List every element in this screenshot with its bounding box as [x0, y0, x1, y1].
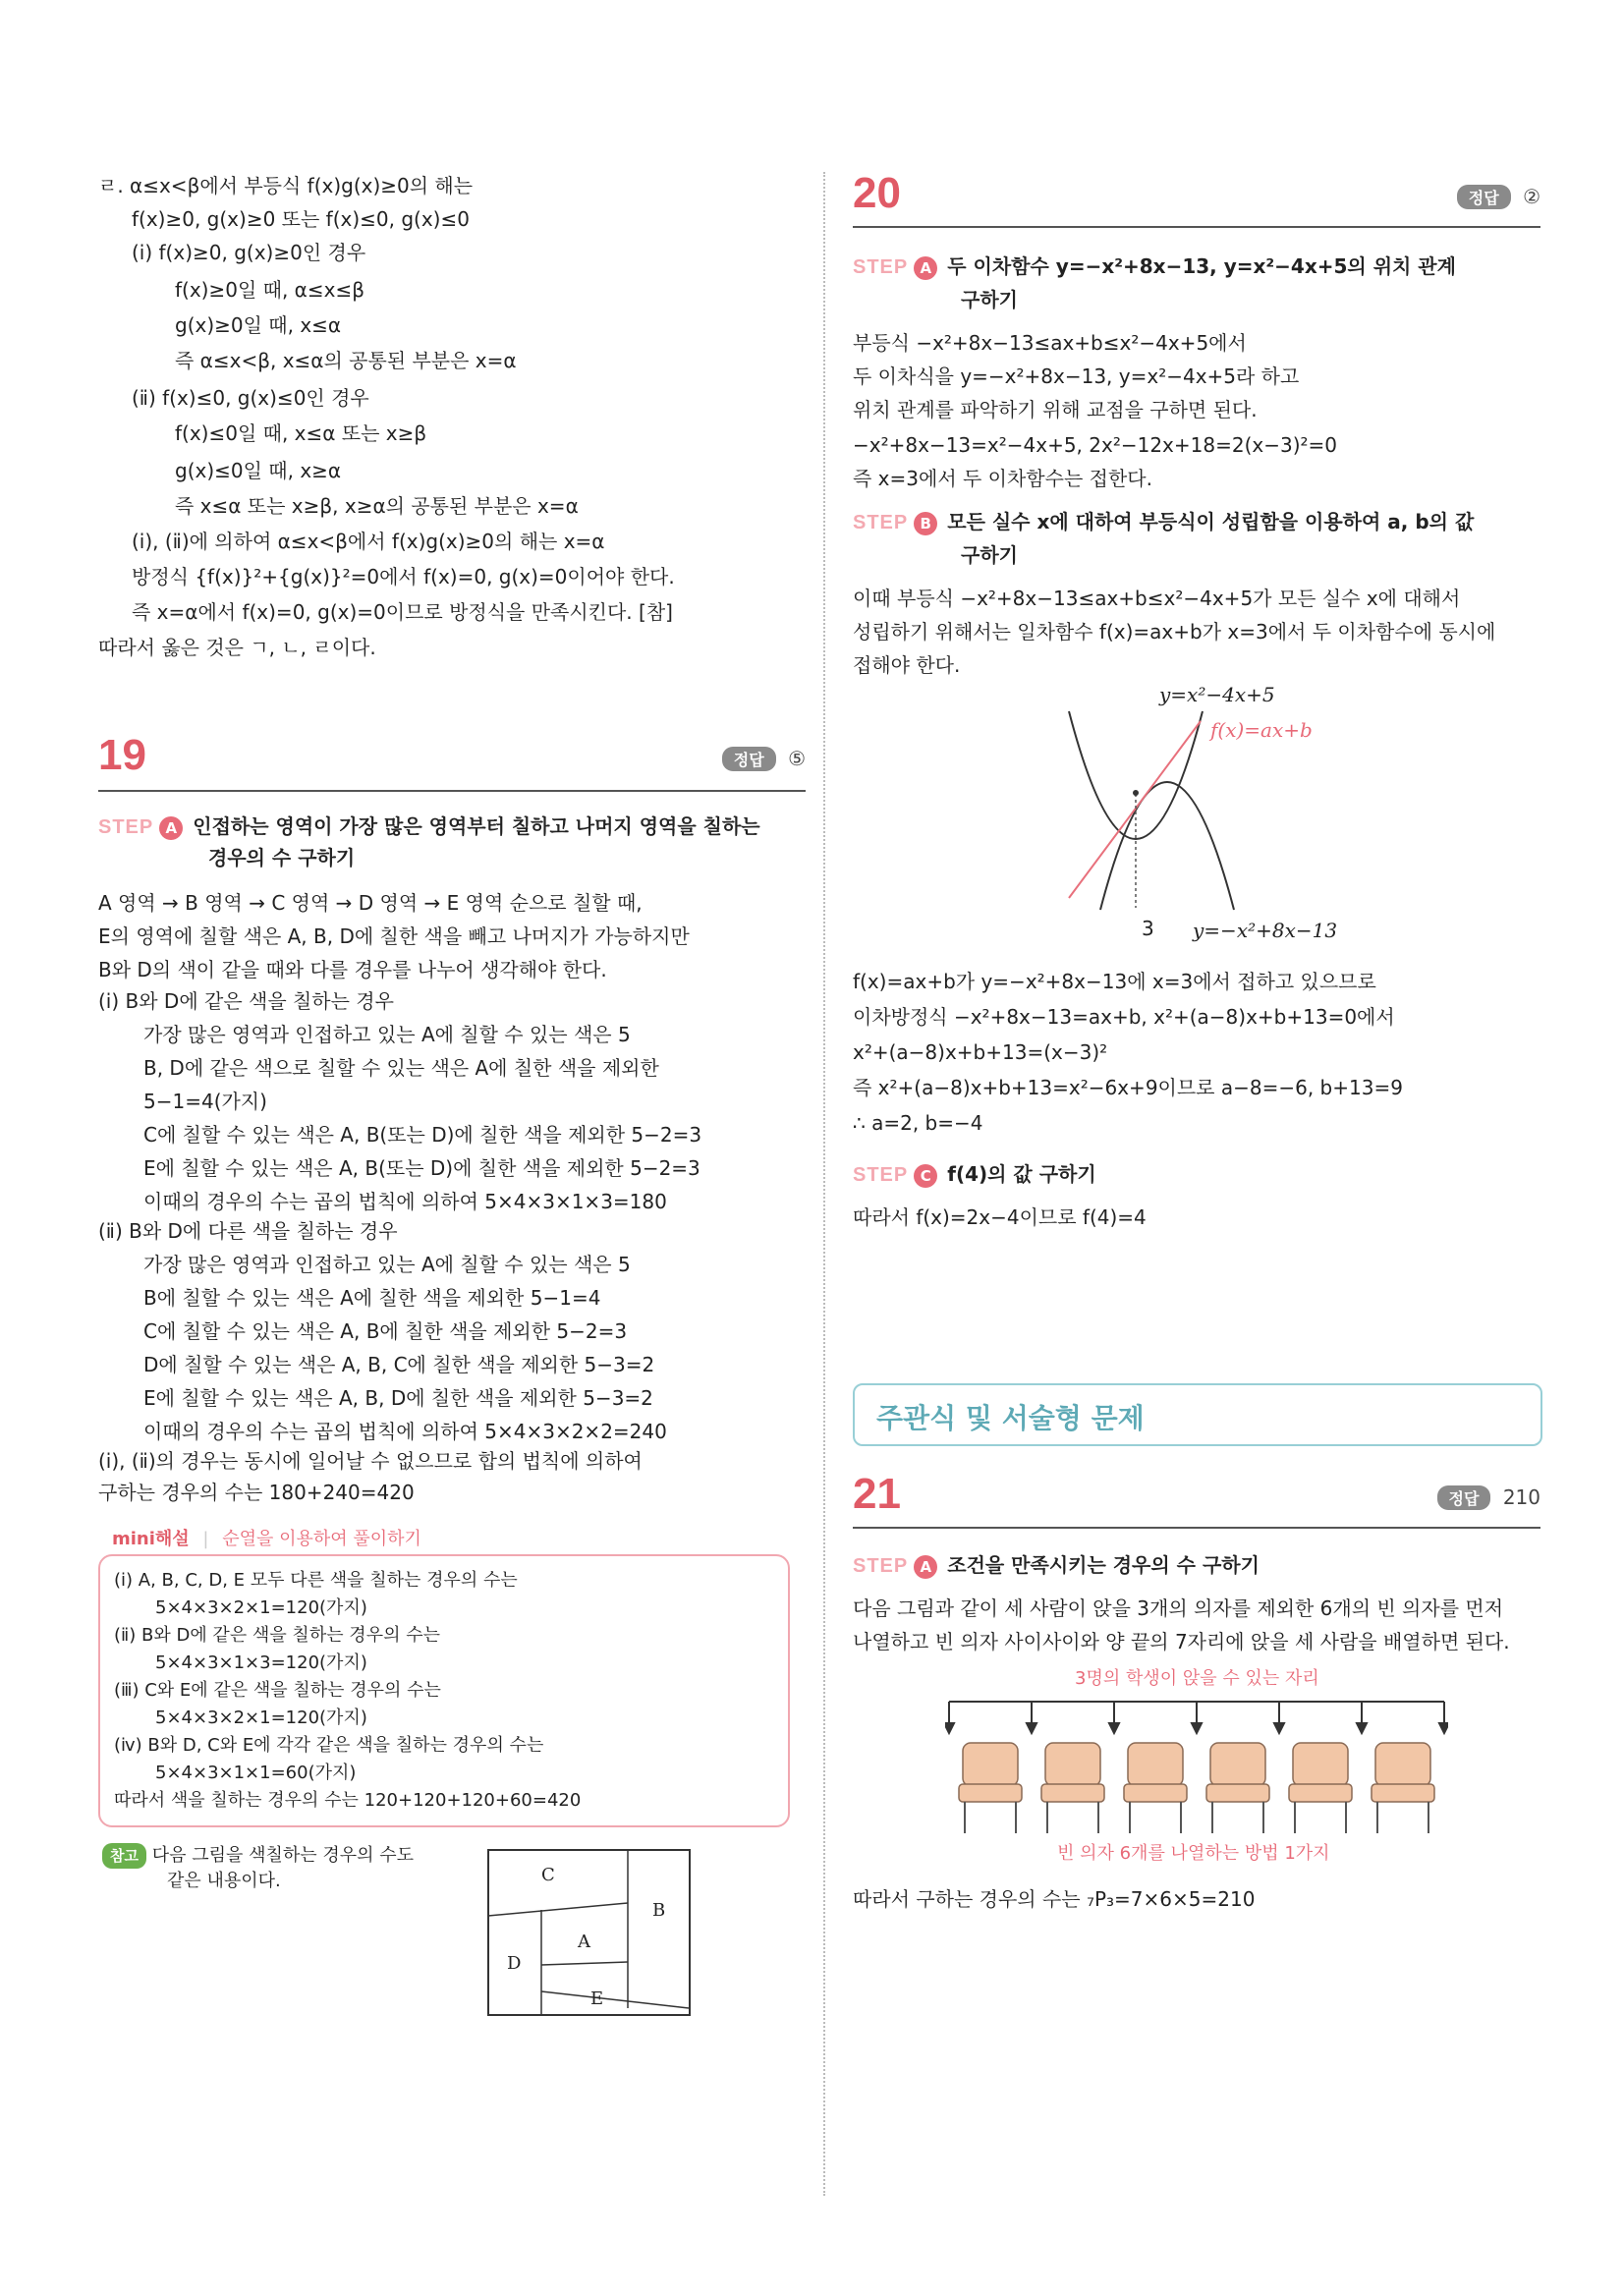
answer-tag — [1457, 185, 1540, 209]
answer-badge: 정답 — [722, 747, 776, 771]
p19-line: (ⅰ), (ⅱ)의 경우는 동시에 일어날 수 없으므로 합의 법칙에 의하여 — [98, 1449, 643, 1473]
step-title-cont: 구하기 — [961, 288, 1018, 311]
region-label: A — [578, 1932, 590, 1952]
p19-line: E에 칠할 수 있는 색은 A, B, D에 칠한 색을 제외한 5−3=2 — [143, 1386, 653, 1410]
p18-line: 즉 α≤x<β, x≤α의 공통된 부분은 x=α — [175, 349, 517, 372]
p19-line: 구하는 경우의 수는 180+240=420 — [98, 1481, 415, 1504]
p20-line: 즉 x²+(a−8)x+b+13=x²−6x+9이므로 a−8=−6, b+13=9 — [853, 1076, 1403, 1099]
problem-number: 20 — [853, 169, 901, 217]
region-label: D — [507, 1953, 522, 1974]
problem-rule — [853, 1527, 1540, 1529]
step-title-cont: 경우의 수 구하기 — [208, 846, 356, 869]
p19-line: 가장 많은 영역과 인접하고 있는 A에 칠할 수 있는 색은 5 — [143, 1253, 631, 1276]
p19-line: (ⅰ) B와 D에 같은 색을 칠하는 경우 — [98, 989, 394, 1013]
p18-line: 즉 x=α에서 f(x)=0, g(x)=0이므로 방정식을 만족시킨다. [참] — [132, 600, 673, 624]
p18-line: (ⅱ) f(x)≤0, g(x)≤0인 경우 — [132, 386, 369, 410]
p18-line: f(x)≤0일 때, x≤α 또는 x≥β — [175, 421, 427, 445]
answer-badge: 정답 — [1437, 1485, 1491, 1510]
mini-line: (ⅳ) B와 D, C와 E에 각각 같은 색을 칠하는 경우의 수는 — [114, 1735, 544, 1756]
step-label: STEP — [853, 1555, 909, 1577]
step-label: STEP — [98, 816, 154, 838]
problem-number: 19 — [98, 731, 146, 779]
p18-line: (ⅰ), (ⅱ)에 의하여 α≤x<β에서 f(x)g(x)≥0의 해는 x=α — [132, 530, 605, 553]
step-a-heading — [853, 252, 1456, 282]
mini-line: 따라서 색을 칠하는 경우의 수는 120+120+120+60=420 — [114, 1790, 582, 1811]
note-text: 다음 그림을 색칠하는 경우의 수도 — [151, 1845, 415, 1866]
answer-tag — [1437, 1485, 1540, 1510]
problem-rule — [98, 790, 806, 792]
step-title: 조건을 만족시키는 경우의 수 구하기 — [947, 1553, 1260, 1577]
step-title: 두 이차함수 y=−x²+8x−13, y=x²−4x+5의 위치 관계 — [947, 254, 1456, 278]
region-diagram — [487, 1849, 694, 2018]
p19-line: 이때의 경우의 수는 곱의 법칙에 의하여 5×4×3×2×2=240 — [143, 1420, 667, 1443]
mini-line: (ⅱ) B와 D에 같은 색을 칠하는 경우의 수는 — [114, 1625, 440, 1646]
mini-line: 5×4×3×1×1=60(가지) — [155, 1763, 357, 1783]
problem-number: 21 — [853, 1470, 901, 1518]
mini-line: 5×4×3×2×1=120(가지) — [155, 1597, 367, 1618]
mini-subtitle: 순열을 이용하여 풀이하기 — [222, 1529, 421, 1549]
p20-line: f(x)=ax+b가 y=−x²+8x−13에 x=3에서 접하고 있으므로 — [853, 970, 1376, 993]
step-a-heading — [98, 812, 760, 842]
step-title-cont: 구하기 — [961, 543, 1018, 567]
p21-line: 다음 그림과 같이 세 사람이 앉을 3개의 의자를 제외한 6개의 빈 의자를 먼저 — [853, 1596, 1504, 1620]
p18-line: ㄹ. α≤x<β에서 부등식 f(x)g(x)≥0의 해는 — [98, 174, 474, 197]
step-label: STEP — [853, 1164, 909, 1186]
step-letter: B — [914, 512, 937, 535]
graph-label-bottom: y=−x²+8x−13 — [1193, 919, 1338, 942]
p19-line: 이때의 경우의 수는 곱의 법칙에 의하여 5×4×3×1×3=180 — [143, 1190, 667, 1213]
graph-label-x: 3 — [1142, 917, 1154, 940]
answer-value: 210 — [1502, 1485, 1540, 1509]
p18-line: f(x)≥0일 때, α≤x≤β — [175, 278, 364, 302]
p19-line: 5−1=4(가지) — [143, 1090, 267, 1113]
figure-bottom-caption: 빈 의자 6개를 나열하는 방법 1가지 — [1057, 1843, 1330, 1864]
mini-line: 5×4×3×2×1=120(가지) — [155, 1708, 367, 1728]
p20-line: 따라서 f(x)=2x−4이므로 f(4)=4 — [853, 1205, 1147, 1229]
p19-line: E의 영역에 칠할 색은 A, B, D에 칠한 색을 빼고 나머지가 가능하지만 — [98, 924, 690, 948]
p20-line: ∴ a=2, b=−4 — [853, 1111, 983, 1135]
p20-line: 위치 관계를 파악하기 위해 교점을 구하면 된다. — [853, 398, 1258, 421]
step-b-heading — [853, 507, 1474, 537]
p20-line: 접해야 한다. — [853, 653, 961, 677]
p19-line: A 영역 → B 영역 → C 영역 → D 영역 → E 영역 순으로 칠할 때, — [98, 891, 643, 915]
problem-rule — [853, 226, 1540, 228]
mini-line: (ⅲ) C와 E에 같은 색을 칠하는 경우의 수는 — [114, 1680, 441, 1701]
p19-line: B에 칠할 수 있는 색은 A에 칠한 색을 제외한 5−1=4 — [143, 1286, 601, 1310]
p20-line: 이차방정식 −x²+8x−13=ax+b, x²+(a−8)x+b+13=0에서 — [853, 1005, 1395, 1029]
step-c-heading — [853, 1159, 1096, 1190]
p19-line: (ⅱ) B와 D에 다른 색을 칠하는 경우 — [98, 1219, 398, 1243]
graph-label-line: f(x)=ax+b — [1210, 718, 1313, 742]
note-badge: 참고 — [102, 1843, 146, 1869]
step-label: STEP — [853, 256, 909, 278]
p20-line: 이때 부등식 −x²+8x−13≤ax+b≤x²−4x+5가 모든 실수 x에 대해서 — [853, 587, 1461, 610]
answer-tag — [722, 747, 806, 771]
p18-line: 따라서 옳은 것은 ㄱ, ㄴ, ㄹ이다. — [98, 636, 376, 659]
p20-line: −x²+8x−13=x²−4x+5, 2x²−12x+18=2(x−3)²=0 — [853, 433, 1337, 457]
mini-title: mini해설 — [112, 1529, 190, 1549]
step-letter: A — [914, 256, 937, 280]
column-divider — [823, 172, 825, 2196]
step-title: 인접하는 영역이 가장 많은 영역부터 칠하고 나머지 영역을 칠하는 — [193, 814, 760, 838]
p18-line: 방정식 {f(x)}²+{g(x)}²=0에서 f(x)=0, g(x)=0이어야 한다. — [132, 565, 675, 588]
answer-value: ② — [1523, 185, 1540, 208]
region-label: E — [590, 1988, 604, 2009]
p19-line: E에 칠할 수 있는 색은 A, B(또는 D)에 칠한 색을 제외한 5−2=3 — [143, 1156, 700, 1180]
p18-line: 즉 x≤α 또는 x≥β, x≥α의 공통된 부분은 x=α — [175, 494, 579, 518]
answer-value: ⑤ — [788, 747, 806, 770]
p20-line: 두 이차식을 y=−x²+8x−13, y=x²−4x+5라 하고 — [853, 364, 1300, 388]
p19-line: D에 칠할 수 있는 색은 A, B, C에 칠한 색을 제외한 5−3=2 — [143, 1353, 655, 1376]
p21-line: 나열하고 빈 의자 사이사이와 양 끝의 7자리에 앉을 세 사람을 배열하면 된다. — [853, 1630, 1510, 1653]
p20-line: 즉 x=3에서 두 이차함수는 접한다. — [853, 467, 1152, 490]
region-label: C — [541, 1865, 555, 1885]
step-letter: C — [914, 1164, 937, 1188]
region-label: B — [652, 1900, 666, 1921]
p19-line: C에 칠할 수 있는 색은 A, B에 칠한 색을 제외한 5−2=3 — [143, 1319, 628, 1343]
p20-line: 부등식 −x²+8x−13≤ax+b≤x²−4x+5에서 — [853, 331, 1247, 355]
p18-line: g(x)≥0일 때, x≤α — [175, 313, 342, 337]
chairs-figure — [945, 1694, 1448, 1841]
graph-label-top: y=x²−4x+5 — [1159, 683, 1275, 706]
note-line — [102, 1843, 414, 1869]
p19-line: B와 D의 색이 같을 때와 다를 경우를 나누어 생각해야 한다. — [98, 958, 607, 981]
p20-line: 성립하기 위해서는 일차함수 f(x)=ax+b가 x=3에서 두 이차함수에 동시에 — [853, 620, 1496, 644]
answer-badge: 정답 — [1457, 185, 1511, 209]
step-title: 모든 실수 x에 대하여 부등식이 성립함을 이용하여 a, b의 값 — [947, 510, 1475, 533]
step-letter: A — [914, 1555, 937, 1579]
step-a-heading — [853, 1550, 1260, 1581]
step-title: f(4)의 값 구하기 — [947, 1162, 1096, 1186]
mini-line: 5×4×3×1×3=120(가지) — [155, 1652, 367, 1673]
note-line: 같은 내용이다. — [167, 1871, 281, 1891]
p19-line: C에 칠할 수 있는 색은 A, B(또는 D)에 칠한 색을 제외한 5−2=3 — [143, 1123, 702, 1147]
mini-solution-header: mini해설 | 순열을 이용하여 풀이하기 — [112, 1529, 421, 1549]
p18-line: f(x)≥0, g(x)≥0 또는 f(x)≤0, g(x)≤0 — [132, 207, 470, 231]
p18-line: g(x)≤0일 때, x≥α — [175, 459, 342, 482]
mini-line: (ⅰ) A, B, C, D, E 모두 다른 색을 칠하는 경우의 수는 — [114, 1570, 518, 1591]
step-letter: A — [159, 816, 183, 840]
figure-top-caption: 3명의 학생이 앉을 수 있는 자리 — [1075, 1668, 1319, 1689]
p19-line: B, D에 같은 색으로 칠할 수 있는 색은 A에 칠한 색을 제외한 — [143, 1056, 659, 1080]
p18-line: (ⅰ) f(x)≥0, g(x)≥0인 경우 — [132, 241, 366, 264]
section-title: 주관식 및 서술형 문제 — [876, 1402, 1145, 1434]
p20-line: x²+(a−8)x+b+13=(x−3)² — [853, 1040, 1108, 1064]
step-label: STEP — [853, 512, 909, 533]
p21-final-line: 따라서 구하는 경우의 수는 ₇P₃=7×6×5=210 — [853, 1887, 1256, 1911]
p19-line: 가장 많은 영역과 인접하고 있는 A에 칠할 수 있는 색은 5 — [143, 1023, 631, 1046]
